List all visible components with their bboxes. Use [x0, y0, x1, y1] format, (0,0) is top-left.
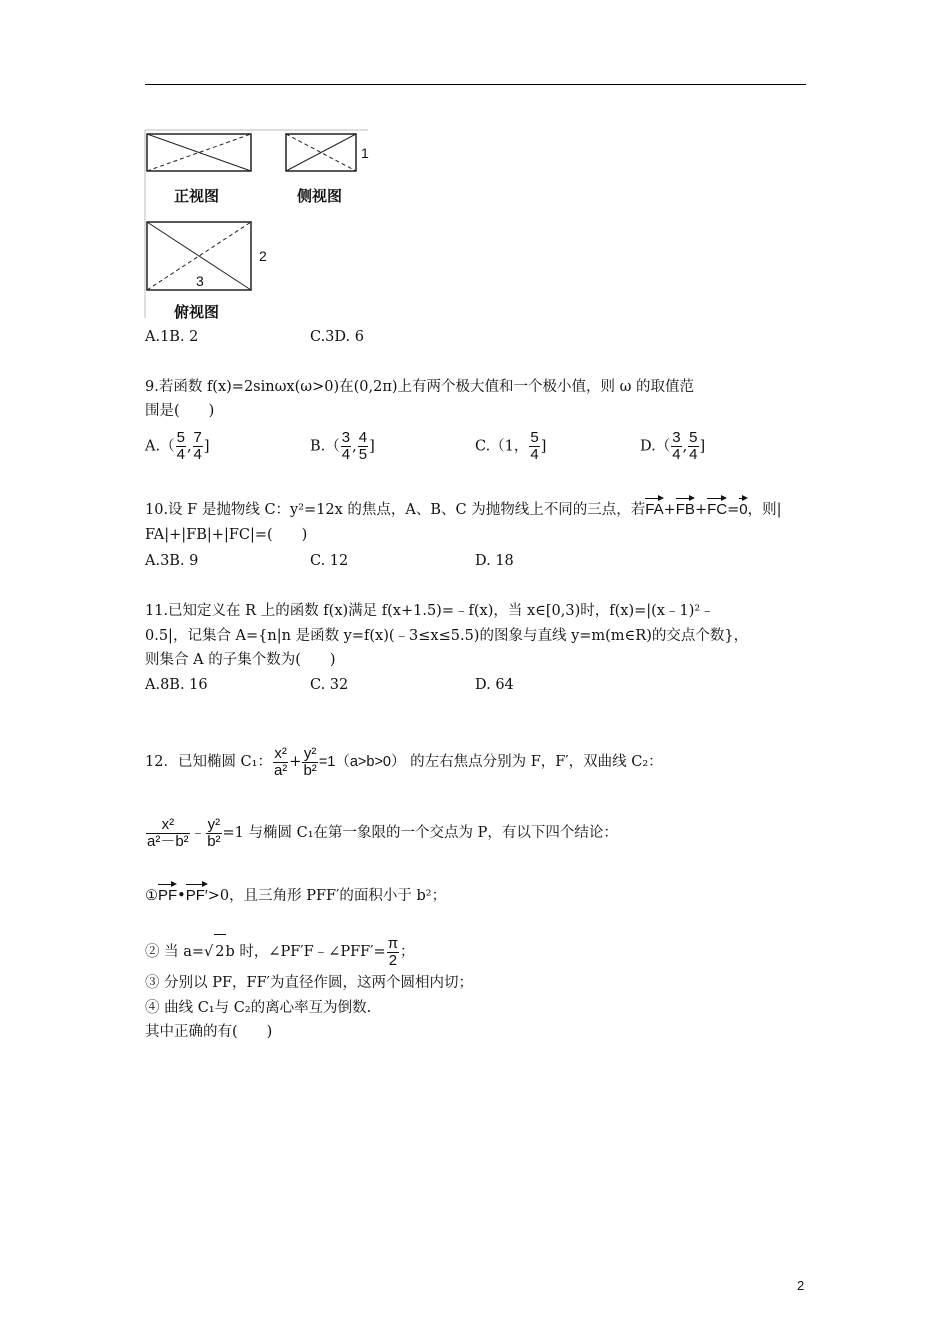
q12-statement-3: ③ 分别以 PF，FF′为直径作圆，这两个圆相内切；	[145, 975, 473, 991]
top-view-label: 俯视图	[174, 304, 220, 321]
side-view-label: 侧视图	[297, 188, 343, 205]
q9-text-line2: 围是( )	[145, 403, 215, 419]
front-view-label: 正视图	[174, 188, 220, 205]
header-rule	[145, 84, 806, 85]
q11-text-line2: 0.5|，记集合 A={n|n 是函数 y=f(x)(﹣3≤x≤5.5)的图象与直线 y=m(m∈R)的交点个数}，	[145, 628, 749, 644]
vector-fc: FC	[707, 501, 728, 518]
q11-option-c: C. 32	[310, 677, 349, 693]
figure-drawing	[143, 128, 373, 320]
q12-statement-4: ④ 曲线 C₁与 C₂的离心率互为倒数.	[145, 1000, 372, 1016]
q12-statement-1: ①PF•PF′>0，且三角形 PFF′的面积小于 b²；	[145, 887, 447, 904]
q8-option-cd: C.3D. 6	[310, 329, 364, 345]
sqrt-two: 2	[214, 934, 225, 969]
q11-option-d: D. 64	[475, 677, 514, 693]
q12-text-line2: $\frac{\text{x²}}{\text{a²－b²}}$ ﹣ $\frac{\text{y²}}{\text{b²}}$ =1 与椭圆 C₁在第一象限的一个交点为 P，有以下四个结论：	[147, 815, 618, 850]
q10-option-d: D. 18	[475, 553, 514, 569]
q9-option-a: A.（ $\frac{5}{4}$ , $\frac{7}{4}$ ]	[145, 429, 210, 463]
vector-pf-prime: PF′	[185, 887, 208, 904]
q11-option-ab: A.8B. 16	[145, 677, 208, 693]
q10-option-c: C. 12	[310, 553, 349, 569]
q9-text-line1: 9.若函数 f(x)=2sinωx(ω>0)在(0,2π)上有两个极大值和一个极小值，则 ω 的取值范	[145, 379, 695, 395]
q9-option-b: B.（ $\frac{3}{4}$ , $\frac{4}{5}$ ]	[310, 429, 375, 463]
vector-zero: 0	[739, 501, 748, 518]
q10-text-line2: FA|+|FB|+|FC|=( )	[145, 527, 308, 543]
q10-option-ab: A.3B. 9	[145, 553, 199, 569]
vector-fb: FB	[675, 501, 695, 518]
q11-text-line1: 11.已知定义在 R 上的函数 f(x)满足 f(x+1.5)=﹣f(x)，当 x∈[0,3)时，f(x)=|(x﹣1)²﹣	[145, 603, 715, 619]
vector-pf: PF	[158, 887, 178, 904]
q9-option-c: C.（1， $\frac{5}{4}$ ]	[475, 429, 547, 463]
q8-option-ab: A.1B. 2	[145, 329, 199, 345]
q12-text-line1: 12．已知椭圆 C₁： $\frac{\text{x²}}{\text{a²}}$ + $\frac{\text{y²}}{\text{b²}}$ =1（a>b>0） 的左右焦点分别为 F，F′，双曲线 C₂：	[145, 744, 663, 779]
q9-option-d: D.（ $\frac{3}{4}$ , $\frac{5}{4}$ ]	[640, 429, 706, 463]
q12-statement-2: ② 当 a=√ 2b 时，∠PF′F﹣∠PFF′= $\frac{\pi}{2}$ ；	[145, 934, 415, 969]
top-right-dimension: 2	[259, 248, 267, 264]
top-bottom-dimension: 3	[196, 273, 204, 289]
q10-text-line1: 10.设 F 是抛物线 C：y²=12x 的焦点，A、B、C 为抛物线上不同的三点，若FA+FB+FC=0，则|	[145, 501, 782, 518]
page-number: 2	[797, 1278, 805, 1293]
q11-text-line3: 则集合 A 的子集个数为( )	[145, 652, 336, 668]
vector-fa: FA	[645, 501, 664, 518]
q12-question: 其中正确的有( )	[145, 1024, 273, 1040]
side-dimension: 1	[361, 145, 369, 161]
